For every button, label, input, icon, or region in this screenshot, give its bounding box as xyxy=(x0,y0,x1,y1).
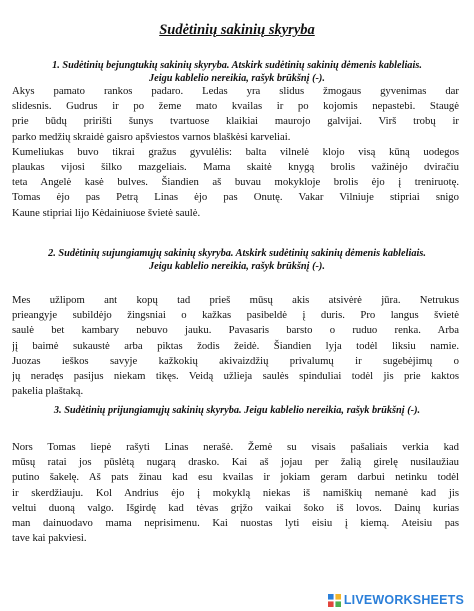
section-3-heading-line: 3. Sudėtinių prijungiamųjų sakinių skyryba. Jeigu kablelio nereikia, rašyk brūkšnį (-). xyxy=(53,405,421,416)
exercise-line: Mes užlipom ant kopų tad prieš mūsų akis atsivėrė jūra. Netrukus xyxy=(12,294,459,306)
section-1-heading xyxy=(30,60,444,85)
section-2-heading-line: 2. Sudėtinių sujungiamųjų sakinių skyryba. Atskirk sudėtinių sakinių dėmenis kableliais. xyxy=(48,248,426,259)
exercise-line: Nors Tomas liepė rašyti Linas nerašė. Žemė su visais pašaliais verkia kad xyxy=(12,441,459,453)
page-title: Sudėtinių sakinių skyryba xyxy=(159,22,315,38)
liveworksheets-logo-icon xyxy=(328,594,341,607)
section-1-heading-line: Jeigu kablelio nereikia, rašyk brūkšnį (-). xyxy=(149,72,325,84)
exercise-line: slidesnis. Gudrus ir po žeme mato kvailas ir po kojomis nepastebi. Staugė xyxy=(12,100,459,113)
exercise-line: prie būdų pririšti šunys tvartuose klaikiai maurojo galvijai. Virš trobų ir xyxy=(12,115,459,128)
exercise-line: man dainuodavo mama neprisimenu. Kai nuostas lyti eisiu į kiemą. Ateisiu pas xyxy=(12,516,459,529)
exercise-line: putino šakelę. Aš pats žinau kad esu kvailas ir jokiam geram darbui netinku todėl xyxy=(12,471,459,484)
section-3-heading xyxy=(30,405,444,418)
exercise-line: plaukas vijosi šilko mazgeliais. Mama skaitė knygą brolis važinėjo dviračiu xyxy=(12,160,459,173)
section-2-heading-line: Jeigu kablelio nereikia, rašyk brūkšnį (-). xyxy=(149,260,325,272)
exercise-line: tave kai pakviesi. xyxy=(12,532,87,545)
liveworksheets-brand-text: LIVEWORKSHEETS xyxy=(343,593,464,607)
section-1-exercise-text xyxy=(12,84,459,221)
section-1-heading-line: 1. Sudėtinių bejungtukių sakinių skyryba. Atskirk sudėtinių sakinių dėmenis kableliais. xyxy=(52,60,422,71)
liveworksheets-logo[interactable] xyxy=(328,593,464,607)
exercise-line: pakelia plaštaką. xyxy=(12,385,84,398)
exercise-line: prieangyje subildėjo žingsniai o kažkas pasibeldė į duris. Pro langus švietė xyxy=(12,309,459,322)
exercise-line: teta Angelė kasė bulves. Šiandien aš buvau mokykloje brolis ėjo į treniruotę. xyxy=(12,176,459,189)
exercise-line: Akys pamato rankos padaro. Ledas yra slidus žmogaus gyvenimas dar xyxy=(12,85,459,97)
exercise-line: jų neradęs pasijus niekam tikęs. Veidą užlieja saulės spinduliai todėl jis prie kaktos xyxy=(12,369,459,382)
exercise-line: veltui duoną valgo. Išgirdę kad tėvas grįžo vaikai šoko iš lovos. Dainų kurias xyxy=(12,501,459,514)
section-2-exercise-text xyxy=(12,293,459,399)
exercise-line: Kaune stipriai lijo Kėdainiuose švietė saulė. xyxy=(12,206,201,219)
exercise-line: Tomas ėjo pas Petrą Linas ėjo pas Onutę. Vakar Vilniuje stipriai snigo xyxy=(12,191,459,204)
exercise-line: jį baimė sukaustė arba piktas žodis žeidė. Šiandien lyja todėl liksiu namie. xyxy=(12,339,459,352)
exercise-line: Juozas ieškos savyje kažkokių akivaizdžių privalumų ir sugebėjimų o xyxy=(12,354,459,367)
section-2-heading xyxy=(30,248,444,273)
section-3-exercise-text xyxy=(12,440,459,546)
exercise-line: parko medžių skraidė gaisro apšviestos varnos blaškėsi karveliai. xyxy=(12,130,291,143)
exercise-line: saulė bet kambary nebuvo jauku. Pavasaris barsto o ruduo renka. Arba xyxy=(12,324,459,337)
exercise-line: Kumeliukas buvo tikrai gražus gyvulėlis: balta vilnelė klojo visą kūną uodegos xyxy=(12,145,459,158)
exercise-line: mūsų ratai jos pūslėtą nugarą drasko. Kai aš jojau per žalią girelę nusilaužiau xyxy=(12,456,459,469)
exercise-line: ir skerdžiauju. Kol Andrius ėjo į mokyklą niekas iš namiškių nemanė kad jis xyxy=(12,486,459,499)
